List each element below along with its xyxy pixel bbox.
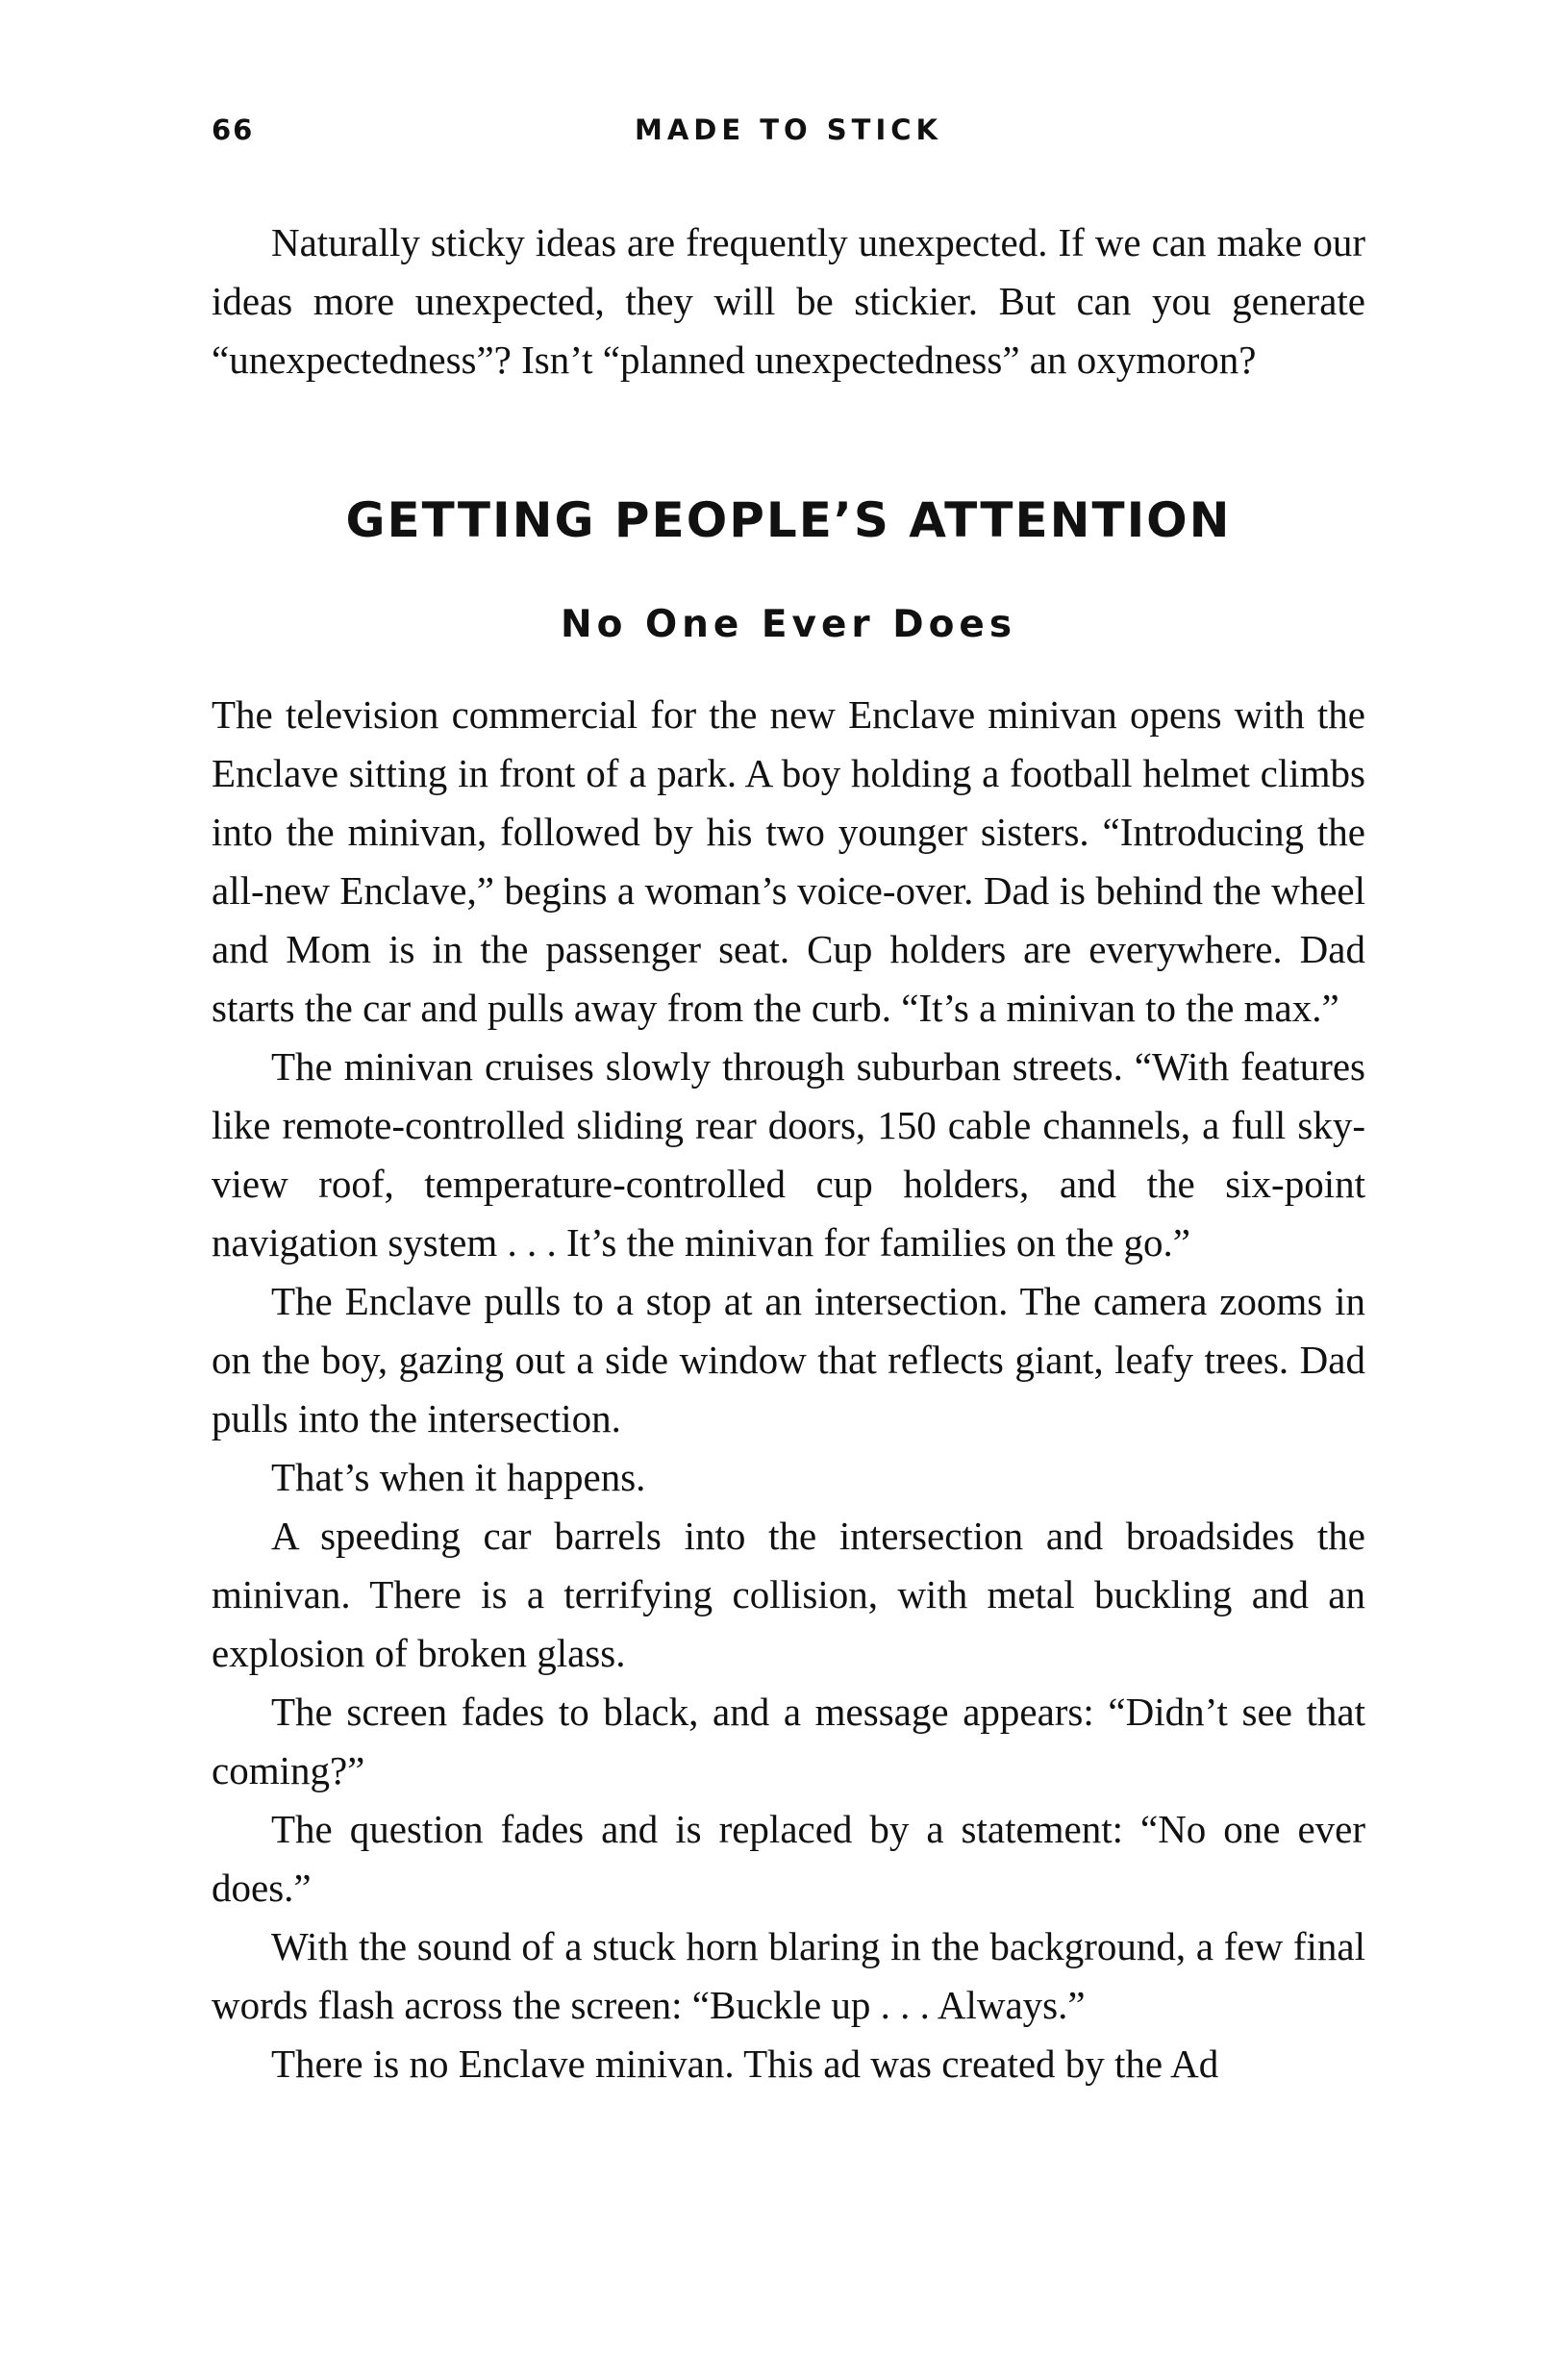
running-head [212,113,1365,162]
subheading: No One Ever Does [560,603,1017,646]
intro-paragraph: Naturally sticky ideas are frequently unexpected. If we can make our ideas more unexpected, they will be stickier. But can you generate “unexpectedness”? Isn’t “planned unexpectedness” an oxymoron? [212,220,1365,382]
section-heading: GETTING PEOPLE’S ATTENTION [345,492,1232,548]
section-spacer [212,389,1365,491]
text-spacer [212,649,1365,686]
paragraph: The screen fades to black, and a message appears: “Didn’t see that coming?” [212,1690,1365,1792]
page-number: 66 [212,113,255,146]
paragraph: With the sound of a stuck horn blaring in the background, a few final words flash across the screen: “Buckle up . . . Always.” [212,1924,1365,2027]
paragraph: The television commercial for the new Enclave minivan opens with the Enclave sitting in front of a park. A boy holding a football helmet climbs into the minivan, followed by his two younger sisters. “Introducing the all-new Enclave,” begins a woman’s voice-over. Dad is behind the wheel and Mom is in the passenger seat. Cup holders are everywhere. Dad starts the car and pulls away from the curb. “It’s a minivan to the max.” [212,692,1365,1030]
book-title: MADE TO STICK [634,113,943,146]
paragraph: There is no Enclave minivan. This ad was created by the Ad [271,2042,1219,2086]
paragraph: The question fades and is replaced by a statement: “No one ever does.” [212,1807,1365,1910]
paragraph: That’s when it happens. [271,1455,646,1499]
paragraph: The Enclave pulls to a stop at an intersection. The camera zooms in on the boy, gazing out a side window that reflects giant, leafy trees. Dad pulls into the intersection. [212,1279,1365,1441]
paragraph: A speeding car barrels into the intersection and broadsides the minivan. There is a terrifying collision, with metal buckling and an explosion of broken glass. [212,1514,1365,1675]
subheading-spacer [212,549,1365,601]
body-text [212,213,1365,2093]
paragraph: The minivan cruises slowly through suburban streets. “With features like remote-controlled sliding rear doors, 150 cable channels, a full sky-view roof, temperature-controlled cup holders, and the six-point navigation system . . . It’s the minivan for families on the go.” [212,1044,1365,1265]
